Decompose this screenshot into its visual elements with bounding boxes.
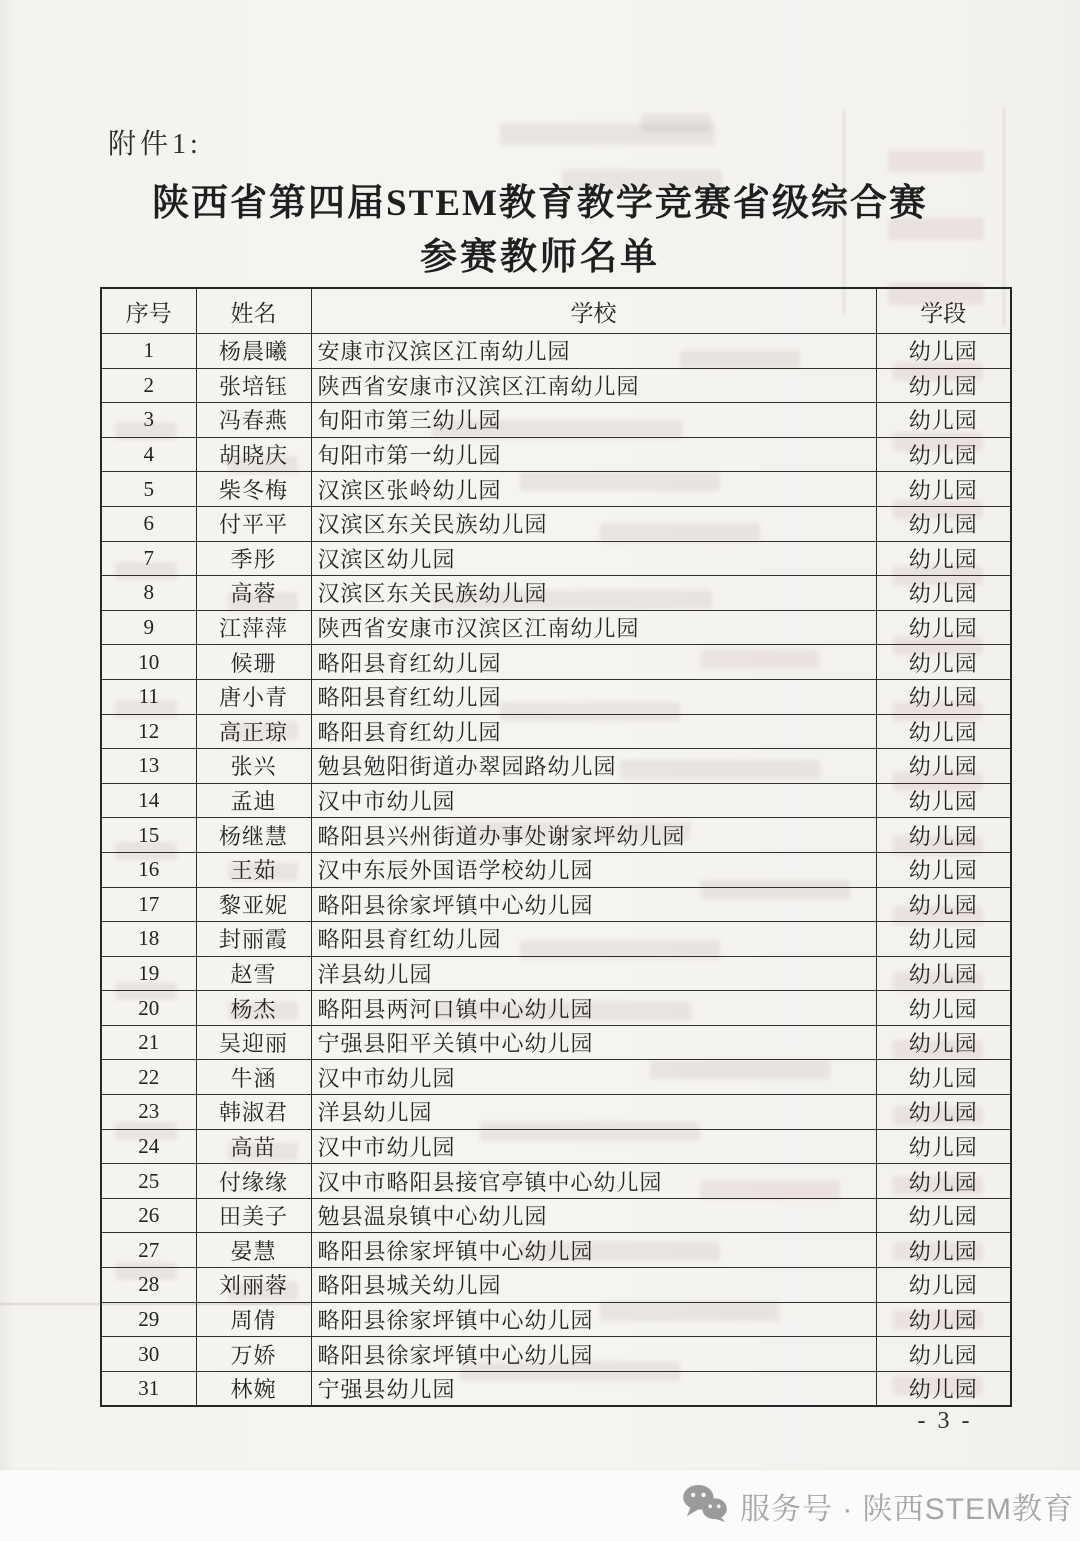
table-row [101, 645, 1011, 680]
cell-no: 30 [101, 1337, 196, 1372]
cell-name: 封丽霞 [196, 922, 311, 957]
table-row [101, 1025, 1011, 1060]
footer-text: 服务号 · 陕西STEM教育 [740, 1492, 1074, 1526]
cell-school: 洋县幼儿园 [311, 1095, 876, 1130]
cell-school: 汉滨区东关民族幼儿园 [311, 576, 876, 611]
cell-no: 11 [101, 679, 196, 714]
cell-name: 付缘缘 [196, 1164, 311, 1199]
cell-school: 安康市汉滨区江南幼儿园 [311, 334, 876, 369]
cell-school: 略阳县城关幼儿园 [311, 1268, 876, 1303]
table-row [101, 922, 1011, 957]
table-row [101, 818, 1011, 853]
cell-no: 25 [101, 1164, 196, 1199]
bleedthrough-mark [888, 150, 984, 172]
cell-stage: 幼儿园 [876, 403, 1011, 438]
footer-content [682, 1484, 1074, 1528]
table-row [101, 1060, 1011, 1095]
cell-name: 田美子 [196, 1198, 311, 1233]
cell-school: 略阳县徐家坪镇中心幼儿园 [311, 1233, 876, 1268]
table-row [101, 887, 1011, 922]
cell-name: 杨继慧 [196, 818, 311, 853]
table-row [101, 1198, 1011, 1233]
bleedthrough-mark [500, 123, 715, 145]
table-row [101, 1129, 1011, 1164]
cell-stage: 幼儿园 [876, 749, 1011, 784]
cell-school: 勉县温泉镇中心幼儿园 [311, 1198, 876, 1233]
document-title [0, 185, 1080, 276]
cell-stage: 幼儿园 [876, 576, 1011, 611]
cell-stage: 幼儿园 [876, 334, 1011, 369]
cell-school: 陕西省安康市汉滨区江南幼儿园 [311, 610, 876, 645]
cell-no: 29 [101, 1302, 196, 1337]
cell-name: 候珊 [196, 645, 311, 680]
table-row [101, 1371, 1011, 1406]
cell-no: 1 [101, 334, 196, 369]
cell-stage: 幼儿园 [876, 1129, 1011, 1164]
cell-school: 略阳县兴州街道办事处谢家坪幼儿园 [311, 818, 876, 853]
cell-no: 22 [101, 1060, 196, 1095]
cell-no: 28 [101, 1268, 196, 1303]
cell-name: 黎亚妮 [196, 887, 311, 922]
cell-school: 略阳县徐家坪镇中心幼儿园 [311, 1337, 876, 1372]
cell-name: 高正琼 [196, 714, 311, 749]
cell-school: 略阳县育红幼儿园 [311, 679, 876, 714]
cell-no: 3 [101, 403, 196, 438]
header-cell-stage: 学段 [876, 288, 1011, 334]
cell-school: 略阳县徐家坪镇中心幼儿园 [311, 1302, 876, 1337]
cell-stage: 幼儿园 [876, 1371, 1011, 1406]
cell-stage: 幼儿园 [876, 956, 1011, 991]
cell-no: 9 [101, 610, 196, 645]
cell-school: 汉中东辰外国语学校幼儿园 [311, 852, 876, 887]
cell-name: 江萍萍 [196, 610, 311, 645]
cell-name: 季彤 [196, 541, 311, 576]
cell-school: 略阳县育红幼儿园 [311, 714, 876, 749]
title-line-2: 参赛教师名单 [420, 237, 660, 278]
title-line-1: 陕西省第四届STEM教育教学竞赛省级综合赛 [152, 183, 928, 224]
cell-school: 宁强县幼儿园 [311, 1371, 876, 1406]
cell-stage: 幼儿园 [876, 922, 1011, 957]
cell-school: 汉滨区张岭幼儿园 [311, 472, 876, 507]
table-row [101, 576, 1011, 611]
cell-school: 汉中市幼儿园 [311, 783, 876, 818]
cell-name: 冯春燕 [196, 403, 311, 438]
cell-name: 孟迪 [196, 783, 311, 818]
page-number: - 3 - [917, 1408, 973, 1434]
cell-name: 赵雪 [196, 956, 311, 991]
header-cell-school: 学校 [311, 288, 876, 334]
cell-no: 5 [101, 472, 196, 507]
cell-no: 10 [101, 645, 196, 680]
attachment-label: 附件1: [108, 129, 202, 160]
cell-name: 高苗 [196, 1129, 311, 1164]
table-row [101, 368, 1011, 403]
cell-no: 8 [101, 576, 196, 611]
cell-stage: 幼儿园 [876, 1198, 1011, 1233]
cell-no: 26 [101, 1198, 196, 1233]
cell-no: 23 [101, 1095, 196, 1130]
cell-name: 胡晓庆 [196, 437, 311, 472]
cell-no: 20 [101, 991, 196, 1026]
cell-name: 牛涵 [196, 1060, 311, 1095]
cell-name: 周倩 [196, 1302, 311, 1337]
table-row [101, 1337, 1011, 1372]
table-row [101, 1302, 1011, 1337]
cell-stage: 幼儿园 [876, 887, 1011, 922]
cell-stage: 幼儿园 [876, 368, 1011, 403]
table-row [101, 991, 1011, 1026]
cell-name: 王茹 [196, 852, 311, 887]
cell-stage: 幼儿园 [876, 645, 1011, 680]
cell-no: 14 [101, 783, 196, 818]
table-header-row [101, 288, 1011, 334]
cell-name: 柴冬梅 [196, 472, 311, 507]
cell-no: 18 [101, 922, 196, 957]
cell-name: 刘丽蓉 [196, 1268, 311, 1303]
cell-stage: 幼儿园 [876, 472, 1011, 507]
table-row [101, 1268, 1011, 1303]
cell-name: 张培钰 [196, 368, 311, 403]
table-row [101, 956, 1011, 991]
table-row [101, 852, 1011, 887]
cell-no: 31 [101, 1371, 196, 1406]
cell-no: 17 [101, 887, 196, 922]
cell-name: 晏慧 [196, 1233, 311, 1268]
cell-no: 13 [101, 749, 196, 784]
table-row [101, 403, 1011, 438]
cell-school: 勉县勉阳街道办翠园路幼儿园 [311, 749, 876, 784]
cell-no: 24 [101, 1129, 196, 1164]
header-cell-name: 姓名 [196, 288, 311, 334]
teacher-roster-table [100, 287, 1012, 1407]
cell-no: 2 [101, 368, 196, 403]
cell-school: 宁强县阳平关镇中心幼儿园 [311, 1025, 876, 1060]
cell-name: 高蓉 [196, 576, 311, 611]
cell-school: 略阳县两河口镇中心幼儿园 [311, 991, 876, 1026]
cell-school: 汉中市略阳县接官亭镇中心幼儿园 [311, 1164, 876, 1199]
cell-stage: 幼儿园 [876, 541, 1011, 576]
cell-name: 吴迎丽 [196, 1025, 311, 1060]
wechat-icon [682, 1484, 728, 1527]
cell-name: 万娇 [196, 1337, 311, 1372]
table-row [101, 714, 1011, 749]
cell-name: 杨晨曦 [196, 334, 311, 369]
cell-stage: 幼儿园 [876, 679, 1011, 714]
cell-no: 6 [101, 506, 196, 541]
cell-no: 7 [101, 541, 196, 576]
cell-school: 汉滨区幼儿园 [311, 541, 876, 576]
cell-no: 16 [101, 852, 196, 887]
cell-stage: 幼儿园 [876, 714, 1011, 749]
cell-stage: 幼儿园 [876, 818, 1011, 853]
cell-stage: 幼儿园 [876, 1302, 1011, 1337]
cell-school: 旬阳市第一幼儿园 [311, 437, 876, 472]
cell-name: 林婉 [196, 1371, 311, 1406]
cell-no: 12 [101, 714, 196, 749]
cell-name: 唐小青 [196, 679, 311, 714]
cell-name: 韩淑君 [196, 1095, 311, 1130]
cell-school: 洋县幼儿园 [311, 956, 876, 991]
cell-stage: 幼儿园 [876, 1164, 1011, 1199]
cell-school: 汉中市幼儿园 [311, 1129, 876, 1164]
cell-name: 付平平 [196, 506, 311, 541]
cell-name: 张兴 [196, 749, 311, 784]
footer-banner [0, 1470, 1080, 1541]
cell-stage: 幼儿园 [876, 1095, 1011, 1130]
table-row [101, 472, 1011, 507]
cell-stage: 幼儿园 [876, 1233, 1011, 1268]
cell-no: 4 [101, 437, 196, 472]
table-row [101, 541, 1011, 576]
header-cell-no: 序号 [101, 288, 196, 334]
cell-school: 汉中市幼儿园 [311, 1060, 876, 1095]
table-body [101, 334, 1011, 1406]
cell-school: 陕西省安康市汉滨区江南幼儿园 [311, 368, 876, 403]
table-row [101, 783, 1011, 818]
bleedthrough-mark [641, 114, 711, 132]
cell-stage: 幼儿园 [876, 610, 1011, 645]
cell-no: 19 [101, 956, 196, 991]
table-row [101, 1095, 1011, 1130]
cell-stage: 幼儿园 [876, 1025, 1011, 1060]
cell-school: 略阳县育红幼儿园 [311, 922, 876, 957]
cell-stage: 幼儿园 [876, 991, 1011, 1026]
cell-stage: 幼儿园 [876, 1060, 1011, 1095]
table-row [101, 334, 1011, 369]
table-row [101, 1164, 1011, 1199]
table-row [101, 679, 1011, 714]
cell-school: 旬阳市第三幼儿园 [311, 403, 876, 438]
cell-stage: 幼儿园 [876, 437, 1011, 472]
table-row [101, 437, 1011, 472]
table-row [101, 506, 1011, 541]
cell-stage: 幼儿园 [876, 1268, 1011, 1303]
cell-no: 15 [101, 818, 196, 853]
cell-stage: 幼儿园 [876, 506, 1011, 541]
cell-school: 汉滨区东关民族幼儿园 [311, 506, 876, 541]
cell-school: 略阳县徐家坪镇中心幼儿园 [311, 887, 876, 922]
cell-name: 杨杰 [196, 991, 311, 1026]
cell-stage: 幼儿园 [876, 852, 1011, 887]
table-row [101, 610, 1011, 645]
cell-no: 21 [101, 1025, 196, 1060]
table-row [101, 1233, 1011, 1268]
cell-stage: 幼儿园 [876, 1337, 1011, 1372]
scan-crease-line [0, 1303, 312, 1305]
cell-stage: 幼儿园 [876, 783, 1011, 818]
table-row [101, 749, 1011, 784]
cell-school: 略阳县育红幼儿园 [311, 645, 876, 680]
cell-no: 27 [101, 1233, 196, 1268]
